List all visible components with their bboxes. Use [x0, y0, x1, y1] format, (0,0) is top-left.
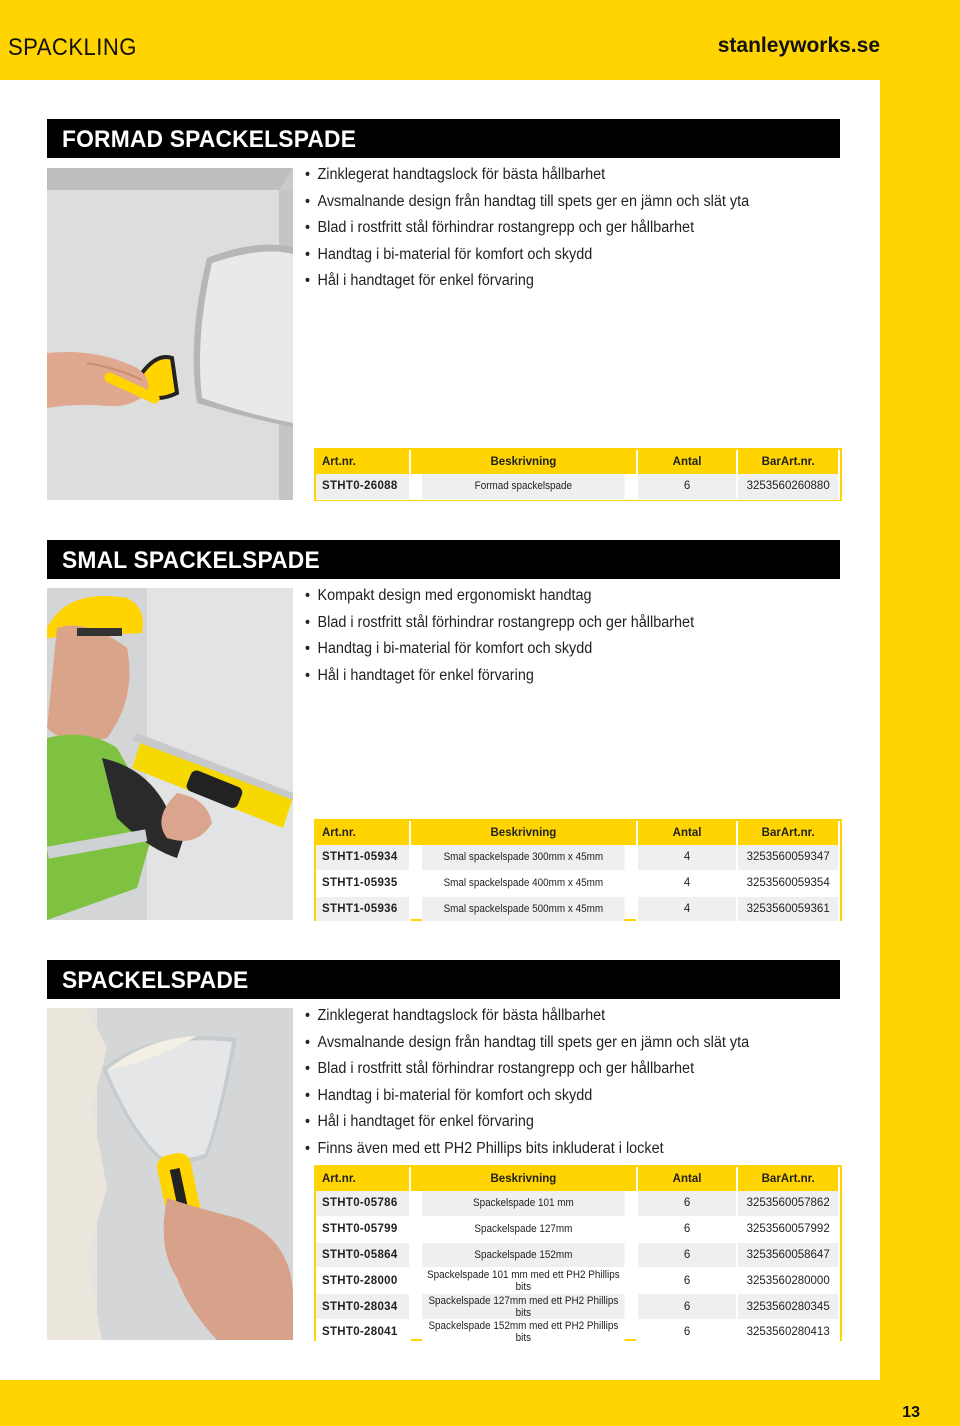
cell-art: STHT0-05799 [316, 1216, 410, 1242]
cell-art: STHT0-28000 [316, 1268, 410, 1294]
cell-art: STHT1-05934 [316, 845, 410, 870]
table-row [316, 1294, 839, 1320]
col-qty: Antal [637, 821, 738, 845]
table-row [316, 845, 839, 870]
table-row [316, 1319, 839, 1345]
col-bar: BarArt.nr. [737, 1167, 839, 1191]
page-header-site: stanleyworks.se [717, 34, 880, 57]
cell-qty: 6 [637, 1216, 738, 1242]
feature-item: • Blad i rostfritt stål förhindrar rostangrepp och ger hållbarhet [305, 1056, 749, 1083]
cell-qty: 4 [637, 896, 738, 922]
col-qty: Antal [637, 450, 738, 474]
spec-table [316, 450, 840, 500]
section-title: SMAL SPACKELSPADE [62, 547, 320, 574]
cell-bar: 3253560280413 [737, 1319, 839, 1345]
feature-item: • Avsmalnande design från handtag till spets ger en jämn och slät yta [305, 189, 749, 216]
feature-item: • Zinklegerat handtagslock för bästa hållbarhet [305, 162, 749, 189]
col-desc: Beskrivning [410, 821, 637, 845]
col-desc: Beskrivning [410, 450, 637, 474]
section-title: FORMAD SPACKELSPADE [62, 126, 357, 153]
cell-bar: 3253560260880 [737, 474, 839, 499]
col-qty: Antal [637, 1167, 738, 1191]
feature-item: • Handtag i bi-material för komfort och skydd [305, 242, 749, 269]
feature-list [305, 583, 723, 689]
feature-item: • Hål i handtaget för enkel förvaring [305, 268, 749, 295]
table-row [316, 1242, 839, 1268]
cell-art: STHT1-05936 [316, 896, 410, 922]
cell-qty: 6 [637, 1268, 738, 1294]
cell-bar: 3253560280345 [737, 1294, 839, 1320]
cell-qty: 6 [637, 1242, 738, 1268]
cell-art: STHT0-05864 [316, 1242, 410, 1268]
cell-desc: Spackelspade 127mm med ett PH2 Phillips bits [421, 1294, 625, 1320]
cell-desc: Smal spackelspade 500mm x 45mm [421, 896, 625, 922]
cell-desc: Smal spackelspade 300mm x 45mm [421, 845, 625, 870]
cell-bar: 3253560280000 [737, 1268, 839, 1294]
cell-art: STHT0-28041 [316, 1319, 410, 1345]
section-title-bar [47, 960, 840, 999]
cell-bar: 3253560059354 [737, 870, 839, 896]
feature-item: • Hål i handtaget för enkel förvaring [305, 663, 694, 690]
cell-bar: 3253560057992 [737, 1216, 839, 1242]
table-header-row [316, 1167, 839, 1191]
cell-desc: Smal spackelspade 400mm x 45mm [421, 870, 625, 896]
cell-qty: 6 [637, 474, 738, 499]
cell-desc: Spackelspade 101 mm med ett PH2 Phillips bits [421, 1268, 625, 1294]
col-art: Art.nr. [316, 450, 410, 474]
cell-art: STHT0-28034 [316, 1294, 410, 1320]
page-number: 13 [902, 1404, 920, 1421]
feature-list [305, 1003, 783, 1163]
product-photo-putty-knife [47, 1008, 293, 1340]
section-title: SPACKELSPADE [62, 967, 249, 994]
cell-bar: 3253560057862 [737, 1191, 839, 1216]
feature-item: • Kompakt design med ergonomiskt handtag [305, 583, 694, 610]
cell-desc: Spackelspade 152mm med ett PH2 Phillips bits [421, 1319, 625, 1345]
spec-table [316, 1167, 840, 1346]
cell-qty: 6 [637, 1319, 738, 1345]
cell-desc: Formad spackelspade [421, 474, 625, 499]
col-bar: BarArt.nr. [737, 450, 839, 474]
col-art: Art.nr. [316, 821, 410, 845]
cell-qty: 4 [637, 845, 738, 870]
col-art: Art.nr. [316, 1167, 410, 1191]
table-row [316, 1216, 839, 1242]
feature-list [305, 162, 783, 295]
page-header-title: SPACKLING [8, 34, 137, 61]
product-photo-narrow-spatula [47, 588, 293, 920]
cell-qty: 4 [637, 870, 738, 896]
cell-desc: Spackelspade 101 mm [421, 1191, 625, 1216]
cell-desc: Spackelspade 152mm [421, 1242, 625, 1268]
section-title-bar [47, 540, 840, 579]
table-row [316, 896, 839, 922]
cell-qty: 6 [637, 1191, 738, 1216]
cell-bar: 3253560059361 [737, 896, 839, 922]
feature-item: • Finns även med ett PH2 Phillips bits inkluderat i locket [305, 1136, 749, 1163]
table-row [316, 1268, 839, 1294]
section-title-bar [47, 119, 840, 158]
table-header-row [316, 450, 839, 474]
table-row [316, 474, 839, 499]
cell-bar: 3253560059347 [737, 845, 839, 870]
cell-art: STHT0-05786 [316, 1191, 410, 1216]
product-photo-shaped-spatula [47, 168, 293, 500]
feature-item: • Hål i handtaget för enkel förvaring [305, 1109, 749, 1136]
feature-item: • Blad i rostfritt stål förhindrar rostangrepp och ger hållbarhet [305, 215, 749, 242]
table-header-row [316, 821, 839, 845]
cell-desc: Spackelspade 127mm [421, 1216, 625, 1242]
col-bar: BarArt.nr. [737, 821, 839, 845]
cell-qty: 6 [637, 1294, 738, 1320]
feature-item: • Handtag i bi-material för komfort och skydd [305, 636, 694, 663]
feature-item: • Blad i rostfritt stål förhindrar rostangrepp och ger hållbarhet [305, 610, 694, 637]
feature-item: • Zinklegerat handtagslock för bästa hållbarhet [305, 1003, 749, 1030]
cell-bar: 3253560058647 [737, 1242, 839, 1268]
table-row [316, 1191, 839, 1216]
feature-item: • Avsmalnande design från handtag till spets ger en jämn och slät yta [305, 1030, 749, 1057]
table-row [316, 870, 839, 896]
cell-art: STHT1-05935 [316, 870, 410, 896]
spec-table [316, 821, 840, 922]
col-desc: Beskrivning [410, 1167, 637, 1191]
cell-art: STHT0-26088 [316, 474, 410, 499]
feature-item: • Handtag i bi-material för komfort och skydd [305, 1083, 749, 1110]
